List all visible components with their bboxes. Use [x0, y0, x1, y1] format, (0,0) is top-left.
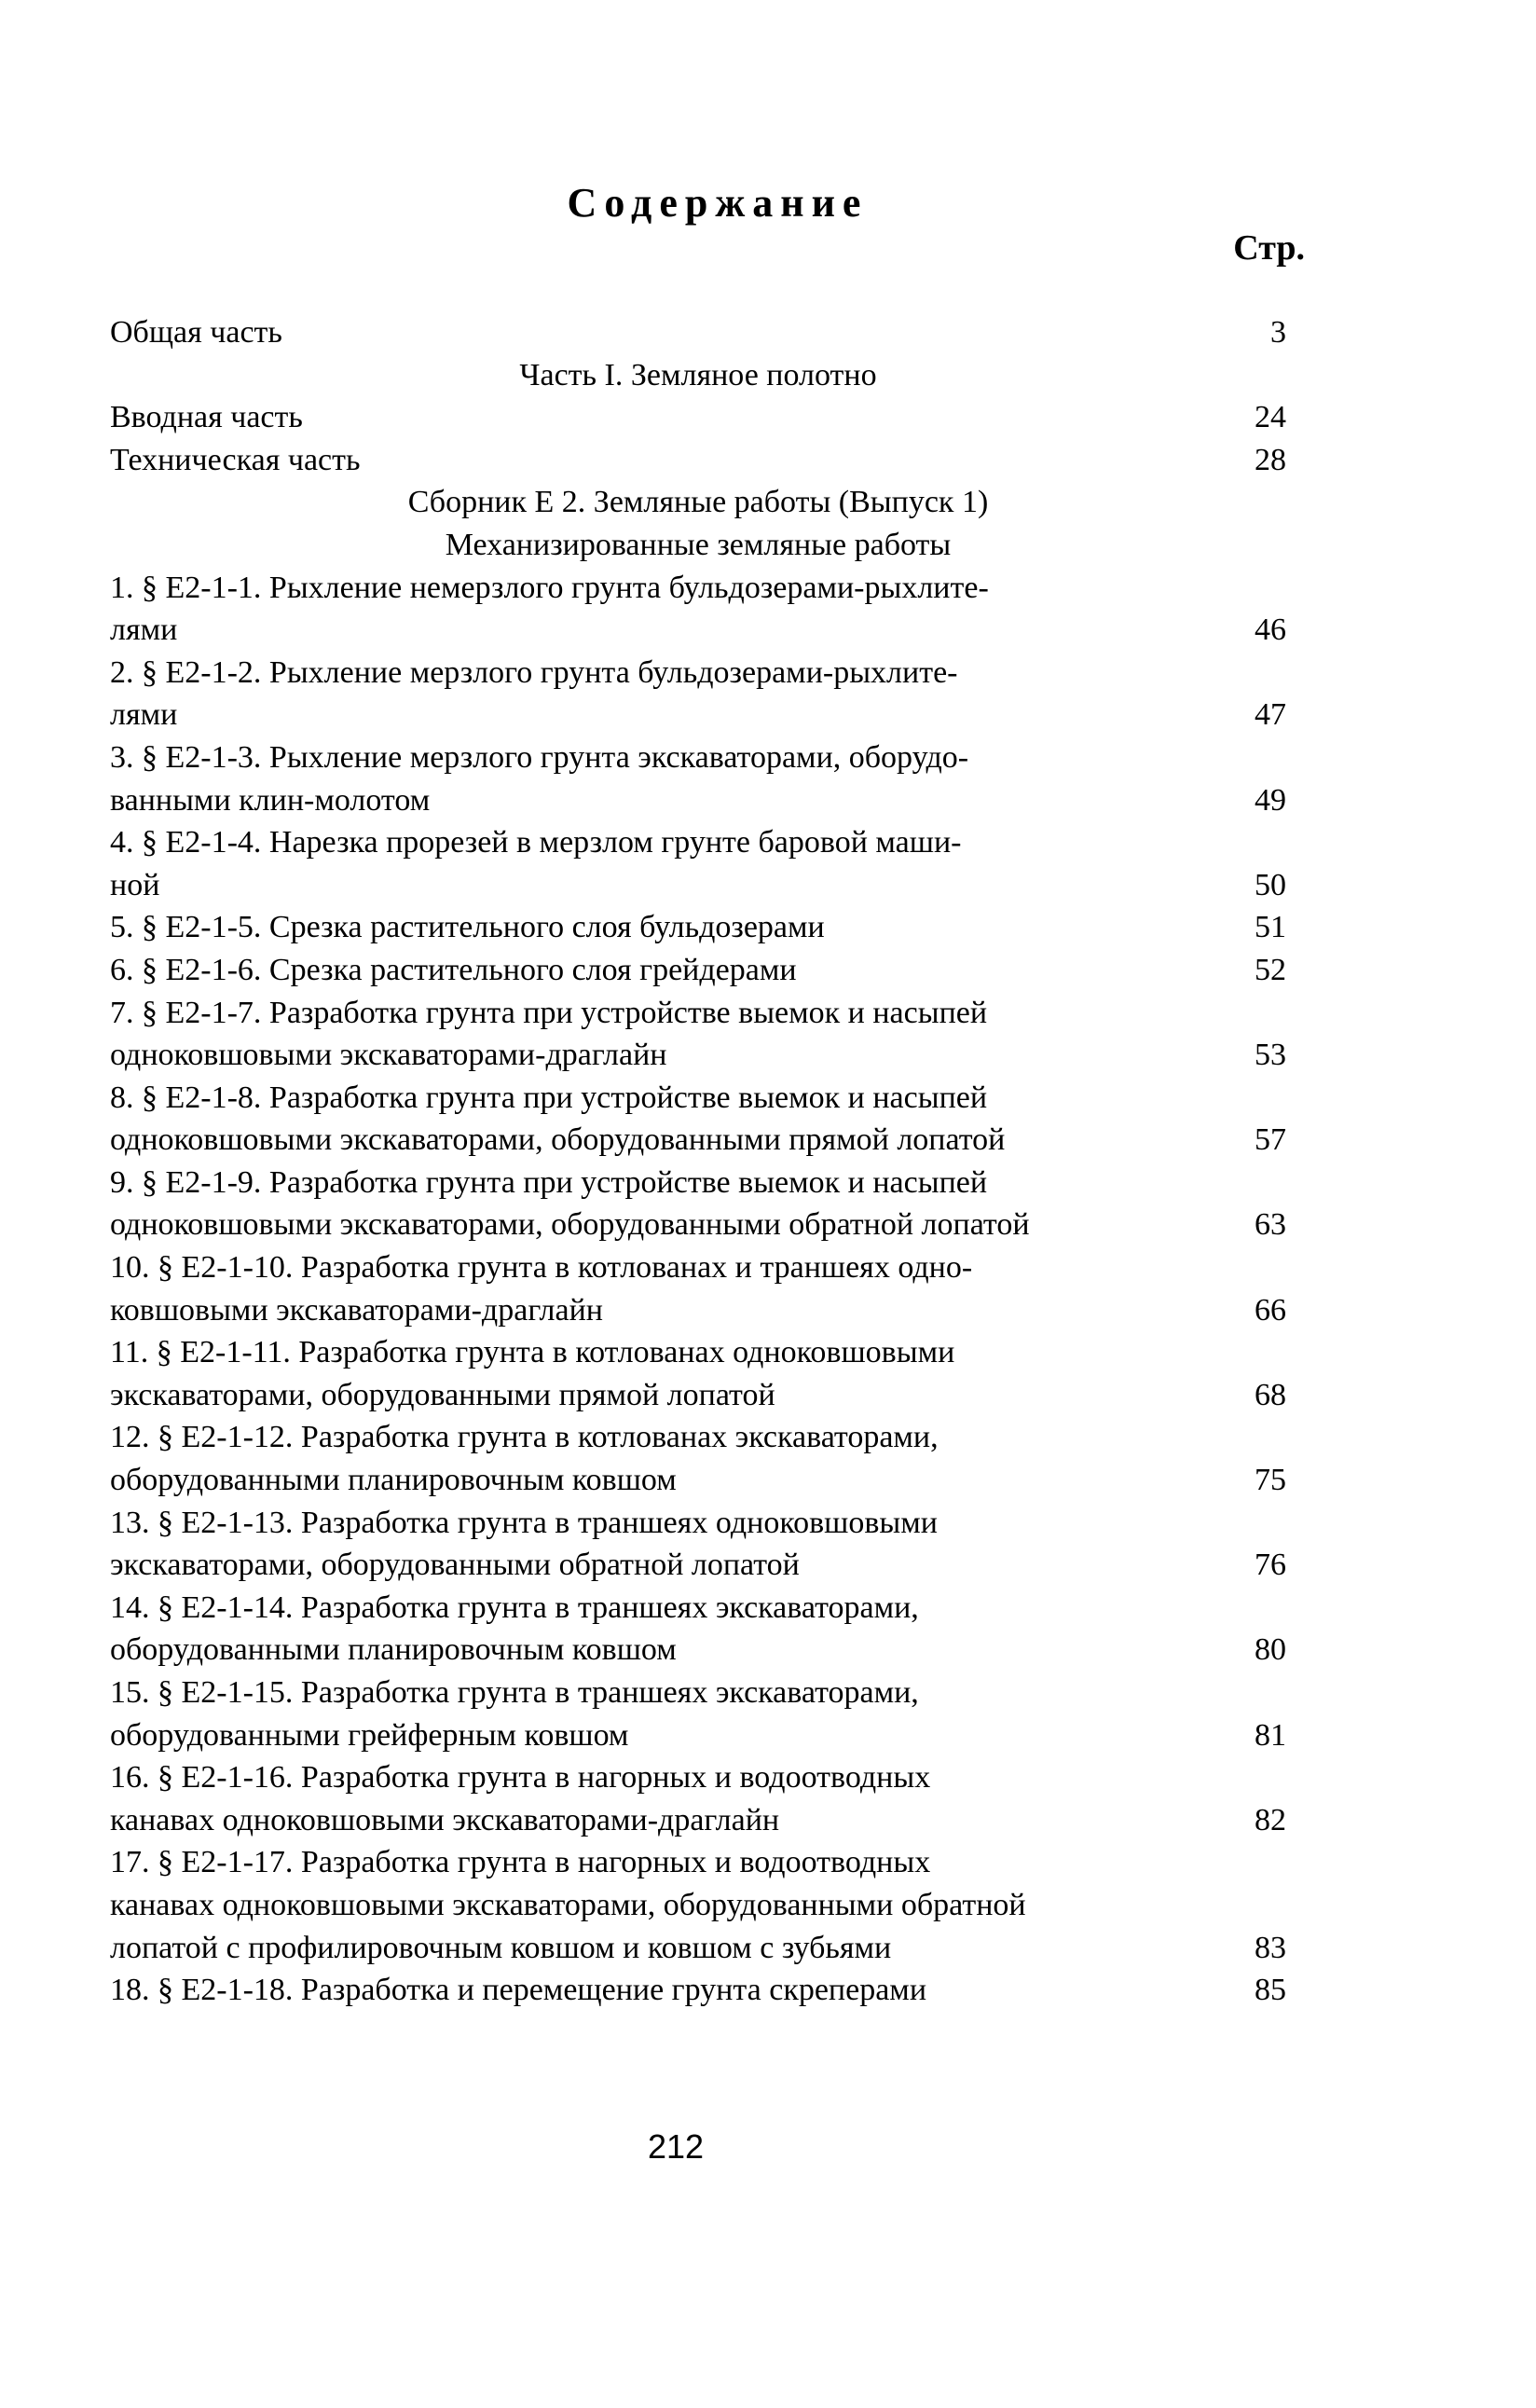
toc-entry-page: 47 [1255, 697, 1286, 733]
toc-entry-page: 50 [1255, 867, 1286, 902]
toc-entry [110, 1969, 1286, 2012]
toc-entry [110, 1077, 1286, 1162]
toc-entry-text: 16. § Е2-1-16. Разработка грунта в нагорных и водоотводных канавах одноковшовыми экскаваторами-драглайн [110, 1760, 931, 1837]
toc-entry-text: 2. § Е2-1-2. Рыхление мерзлого грунта бульдозерами-рыхлите- лями [110, 654, 958, 733]
toc-heading-text: Часть I. Земляное полотно [519, 357, 877, 392]
toc-entry-text: 1. § Е2-1-1. Рыхление немерзлого грунта бульдозерами-рыхлите- лями [110, 570, 989, 648]
toc-section-heading [110, 524, 1286, 567]
toc-entry-page: 82 [1255, 1802, 1286, 1837]
page-column-label: Стр. [1233, 228, 1305, 268]
toc-entry-text: 15. § Е2-1-15. Разработка грунта в траншеях экскаваторами, оборудованными грейферным ковшом [110, 1675, 919, 1753]
toc-entry [110, 949, 1286, 992]
toc-entry-page: 75 [1255, 1463, 1286, 1498]
toc-entry-page: 85 [1255, 1973, 1286, 2008]
toc-entry-page: 51 [1255, 910, 1286, 945]
toc-entry-page: 63 [1255, 1207, 1286, 1243]
toc-entry-text: 18. § Е2-1-18. Разработка и перемещение грунта скреперами [110, 1973, 927, 2008]
toc-entry-text: 4. § Е2-1-4. Нарезка прорезей в мерзлом грунте баровой маши- ной [110, 825, 962, 902]
toc-entry [110, 1841, 1286, 1969]
page-title: Содержание [567, 180, 869, 226]
toc-entry-page: 66 [1255, 1292, 1286, 1328]
toc-entry [110, 396, 1286, 439]
toc-entry [110, 1246, 1286, 1331]
toc-section-heading [110, 354, 1286, 397]
toc-entry [110, 439, 1286, 482]
toc-entry-page: 57 [1255, 1122, 1286, 1158]
toc-entry-page: 68 [1255, 1377, 1286, 1412]
toc-entry-page: 3 [1270, 315, 1286, 350]
toc-entry [110, 567, 1286, 652]
toc-entry [110, 736, 1286, 821]
toc-entry [110, 1162, 1286, 1246]
toc-entry-text: 11. § Е2-1-11. Разработка грунта в котлованах одноковшовыми экскаваторами, оборудованными прямой лопатой [110, 1335, 955, 1412]
toc-entry-page: 24 [1255, 400, 1286, 435]
toc-section-heading [110, 481, 1286, 524]
toc-entry-page: 46 [1255, 612, 1286, 648]
toc-entry-text: 6. § Е2-1-6. Срезка растительного слоя грейдерами [110, 952, 797, 987]
table-of-contents [110, 311, 1286, 2012]
footer-page-number: 212 [647, 2127, 705, 2166]
toc-entry-text: 13. § Е2-1-13. Разработка грунта в траншеях одноковшовыми экскаваторами, оборудованными обратной лопатой [110, 1505, 938, 1583]
toc-entry-page: 53 [1255, 1038, 1286, 1073]
toc-entry-text: Общая часть [110, 315, 282, 350]
toc-entry [110, 1416, 1286, 1501]
toc-entry [110, 821, 1286, 906]
toc-entry [110, 311, 1286, 354]
toc-entry-page: 80 [1255, 1632, 1286, 1668]
toc-entry-text: 9. § Е2-1-9. Разработка грунта при устройстве выемок и насыпей одноковшовыми экскаваторами, оборудованными обратной лопатой [110, 1164, 1030, 1243]
toc-entry [110, 1672, 1286, 1756]
toc-entry [110, 1502, 1286, 1587]
toc-entry [110, 1587, 1286, 1672]
toc-entry-page: 49 [1255, 782, 1286, 818]
toc-entry-page: 76 [1255, 1548, 1286, 1583]
toc-entry [110, 992, 1286, 1077]
toc-heading-text: Сборник Е 2. Земляные работы (Выпуск 1) [407, 485, 989, 520]
toc-entry-text: 17. § Е2-1-17. Разработка грунта в нагорных и водоотводных канавах одноковшовыми экскаваторами, оборудованными обратной лопатой с профилировочным ковшом и ковшом с зубьями [110, 1845, 1026, 1965]
toc-entry-text: 10. § Е2-1-10. Разработка грунта в котлованах и траншеях одно- ковшовыми экскаваторами-драглайн [110, 1250, 973, 1328]
toc-entry-text: 7. § Е2-1-7. Разработка грунта при устройстве выемок и насыпей одноковшовыми экскаваторами-драглайн [110, 995, 988, 1073]
toc-entry [110, 1756, 1286, 1841]
toc-entry-text: 3. § Е2-1-3. Рыхление мерзлого грунта экскаваторами, оборудо- ванными клин-молотом [110, 739, 969, 818]
toc-entry-page: 52 [1255, 952, 1286, 987]
toc-entry [110, 906, 1286, 949]
toc-entry-text: Вводная часть [110, 400, 303, 435]
toc-entry-page: 81 [1255, 1717, 1286, 1753]
toc-entry-text: 14. § Е2-1-14. Разработка грунта в траншеях экскаваторами, оборудованными планировочным ковшом [110, 1589, 919, 1668]
toc-entry-page: 28 [1255, 442, 1286, 477]
toc-entry-text: 5. § Е2-1-5. Срезка растительного слоя бульдозерами [110, 910, 825, 945]
toc-entry-text: 8. § Е2-1-8. Разработка грунта при устройстве выемок и насыпей одноковшовыми экскаваторами, оборудованными прямой лопатой [110, 1080, 1006, 1158]
toc-entry [110, 652, 1286, 736]
toc-entry-text: 12. § Е2-1-12. Разработка грунта в котлованах экскаваторами, оборудованными планировочным ковшом [110, 1420, 939, 1498]
toc-entry [110, 1331, 1286, 1416]
toc-heading-text: Механизированные земляные работы [445, 527, 952, 562]
toc-entry-page: 83 [1255, 1930, 1286, 1965]
toc-entry-text: Техническая часть [110, 442, 361, 477]
